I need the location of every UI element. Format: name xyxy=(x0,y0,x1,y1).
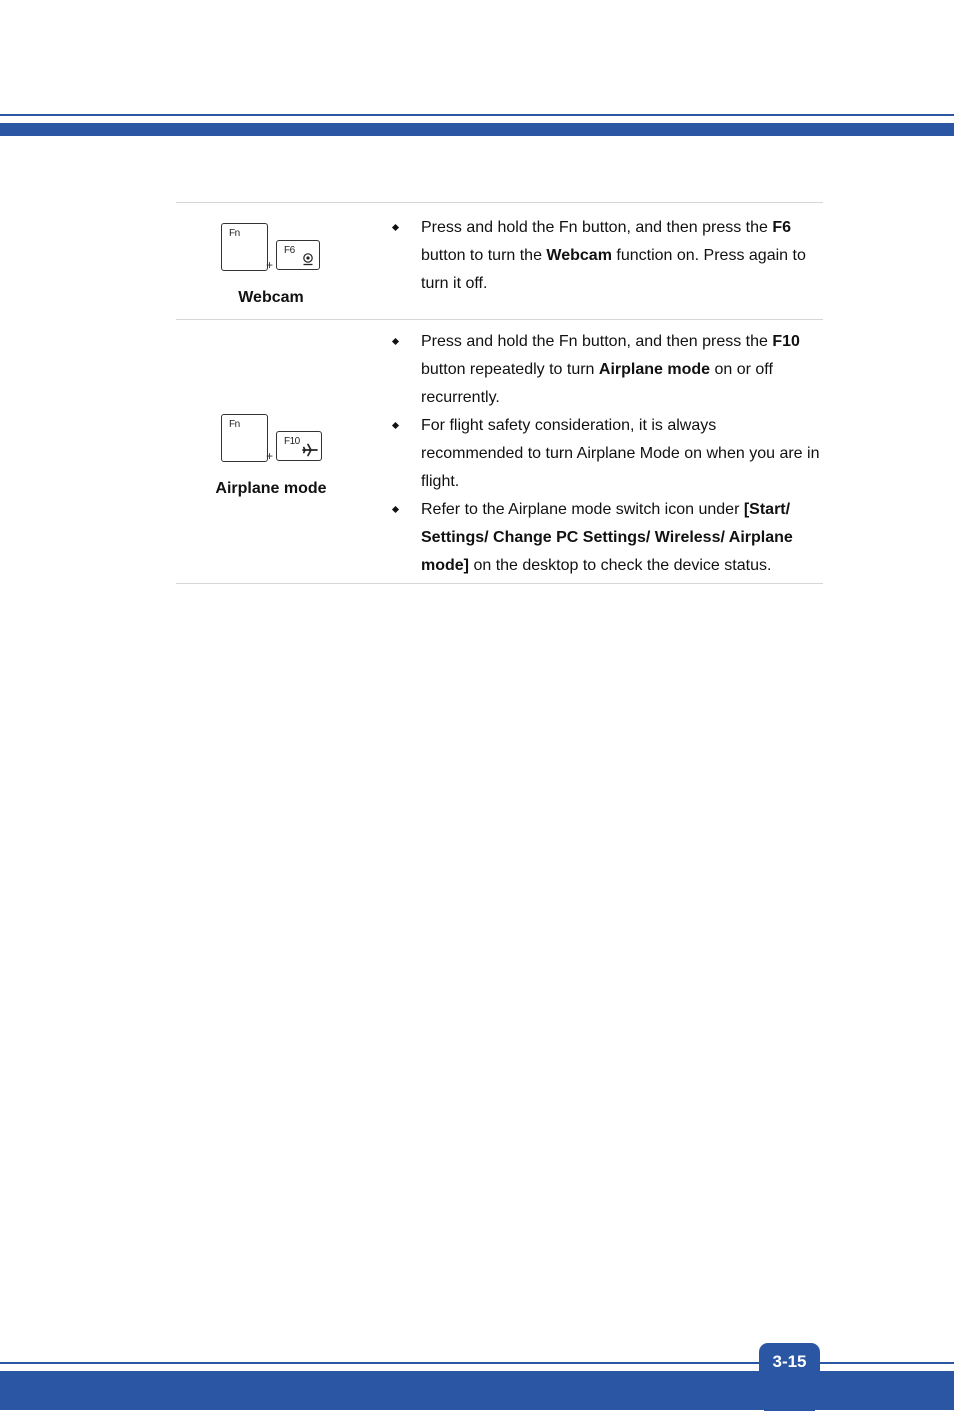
text-segment: Refer to the Airplane mode switch icon under xyxy=(421,501,744,518)
f10-key xyxy=(276,431,322,461)
text-segment: button to turn the xyxy=(421,247,547,264)
description-cell xyxy=(390,328,820,580)
text-segment: on or off recurrently. xyxy=(421,361,773,406)
bullet-list xyxy=(390,214,820,298)
text-segment: Press and hold the Fn button, and then press the xyxy=(421,333,773,350)
table-row-airplane-mode xyxy=(176,319,823,584)
key-combo-cell xyxy=(176,414,366,498)
description-cell xyxy=(390,214,820,298)
list-item xyxy=(390,496,820,580)
fn-key-label: Fn xyxy=(229,228,240,239)
text-segment: Press and hold the Fn button, and then press the xyxy=(421,219,773,236)
table-row-webcam xyxy=(176,202,823,319)
list-item xyxy=(390,214,820,298)
list-item xyxy=(390,412,820,496)
f6-key-label: F6 xyxy=(284,245,295,256)
fn-key xyxy=(221,223,268,271)
plus-icon: + xyxy=(266,449,274,463)
f6-key xyxy=(276,240,320,270)
f10-key-label: F10 xyxy=(284,436,300,447)
key-combo-cell xyxy=(176,223,366,307)
function-key-table xyxy=(176,202,823,584)
list-item xyxy=(390,328,820,412)
bold-text: Airplane mode xyxy=(598,361,711,378)
key-caption-webcam: Webcam xyxy=(238,289,304,306)
text-segment: button repeatedly to turn xyxy=(421,361,599,378)
fn-f6-key-combo xyxy=(221,223,321,273)
key-caption-airplane-mode: Airplane mode xyxy=(215,480,327,497)
airplane-icon xyxy=(302,442,318,458)
text-segment: function on. Press again to turn it off. xyxy=(421,247,806,292)
page-number: 3-15 xyxy=(759,1343,820,1383)
page-tab-stem xyxy=(764,1383,815,1411)
header-thick-bar xyxy=(0,123,954,136)
fn-key xyxy=(221,414,268,462)
webcam-icon xyxy=(300,251,316,267)
bold-text: F6 xyxy=(772,219,792,236)
plus-icon: + xyxy=(266,258,274,272)
fn-key-label: Fn xyxy=(229,419,240,430)
bullet-list xyxy=(390,328,820,580)
bold-text: [Start/ Settings/ Change PC Settings/ Wireless/ Airplane mode] xyxy=(421,501,793,574)
text-segment: For flight safety consideration, it is always recommended to turn Airplane Mode on when you are in flight. xyxy=(421,417,820,490)
fn-f10-key-combo xyxy=(221,414,321,464)
header-thin-rule xyxy=(0,114,954,116)
bold-text: F10 xyxy=(772,333,800,350)
bold-text: Webcam xyxy=(546,247,612,264)
text-segment: on the desktop to check the device status. xyxy=(469,557,772,574)
